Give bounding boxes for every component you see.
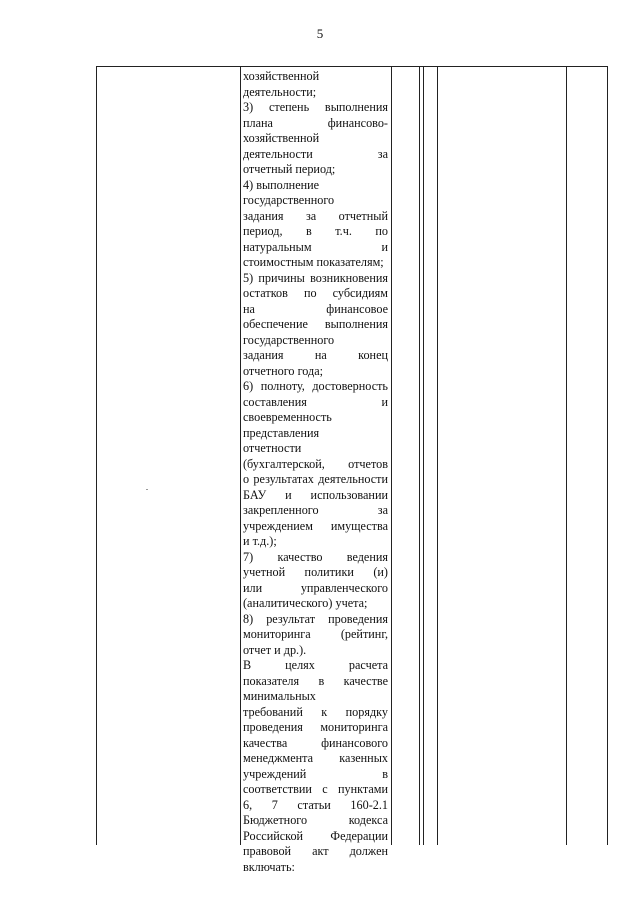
column-divider <box>437 67 438 845</box>
cell-text-line: учетной политики (и) <box>243 565 388 579</box>
cell-text-line: остатков по субсидиям <box>243 286 388 300</box>
cell-text-line: государственного <box>243 332 335 347</box>
cell-text-line: государственного <box>243 193 335 207</box>
cell-text-line: включать: <box>243 859 295 874</box>
indicator-description-cell <box>243 69 388 875</box>
cell-text-line: правовой акт должен <box>243 844 388 858</box>
cell-text-line: или управленческого <box>243 580 388 595</box>
cell-text-line: (бухгалтерской, отчетов <box>243 456 388 471</box>
column-divider <box>240 67 241 845</box>
cell-text-line: отчетный период; <box>243 162 336 176</box>
table-frame <box>96 66 608 874</box>
scan-speck <box>146 489 148 490</box>
cell-text-line: 3) степень выполнения <box>243 100 388 114</box>
column-divider <box>391 67 392 845</box>
cell-text-line: мониторинга (рейтинг, <box>243 627 388 641</box>
cell-text-line: учреждением имущества <box>243 518 388 533</box>
cell-text-line: показателя в качестве <box>243 673 388 688</box>
column-divider <box>423 67 424 845</box>
cell-text-line: деятельности за <box>243 146 388 161</box>
cell-text-line: минимальных <box>243 689 316 703</box>
cell-text-line: период, в т.ч. по <box>243 224 388 238</box>
cell-text-line: 6, 7 статьи 160-2.1 <box>243 797 388 812</box>
cell-text-line: задания за отчетный <box>243 208 388 223</box>
cell-text-line: отчетного года; <box>243 363 324 378</box>
cell-text-line: хозяйственной <box>243 131 320 145</box>
cell-text-line: на финансовое <box>243 301 388 316</box>
cell-text-line: и т.д.); <box>243 534 277 548</box>
cell-text-line: представления <box>243 425 320 440</box>
cell-text-line: отчет и др.). <box>243 642 307 657</box>
cell-text-line: 5) причины возникновения <box>243 270 388 285</box>
column-divider <box>566 67 567 845</box>
cell-text-line: деятельности; <box>243 84 317 99</box>
cell-text-line: 6) полноту, достоверность <box>243 379 388 393</box>
cell-text-line: плана финансово- <box>243 115 388 130</box>
cell-text-line: требований к порядку <box>243 704 388 719</box>
cell-text-line: задания на конец <box>243 348 388 362</box>
cell-text-line: Российской Федерации <box>243 828 388 843</box>
cell-text-line: хозяйственной <box>243 69 320 83</box>
cell-text-line: качества финансового <box>243 735 388 750</box>
cell-text-line: 8) результат проведения <box>243 611 388 626</box>
cell-text-line: учреждений в <box>243 766 388 781</box>
cell-text-line: 4) выполнение <box>243 177 320 192</box>
cell-text-line: составления и <box>243 394 388 409</box>
cell-text-line: соответствии с пунктами <box>243 782 388 796</box>
cell-text-line: стоимостным показателям; <box>243 255 384 269</box>
cell-text-line: БАУ и использовании <box>243 487 388 502</box>
cell-text-line: Бюджетного кодекса <box>243 813 388 827</box>
cell-text-line: закрепленного за <box>243 503 388 517</box>
page-number: 5 <box>316 26 324 41</box>
cell-text-line: проведения мониторинга <box>243 720 388 734</box>
cell-text-line: отчетности <box>243 441 302 455</box>
cell-text-line: 7) качество ведения <box>243 549 388 564</box>
cell-text-line: (аналитического) учета; <box>243 596 368 610</box>
cell-text-line: В целях расчета <box>243 658 388 672</box>
cell-text-line: обеспечение выполнения <box>243 317 388 331</box>
cell-text-line: своевременность <box>243 410 332 424</box>
cell-text-line: о результатах деятельности <box>243 472 388 486</box>
cell-text-line: натуральным и <box>243 239 388 254</box>
cell-text-line: менеджмента казенных <box>243 751 388 765</box>
column-divider <box>419 67 420 845</box>
